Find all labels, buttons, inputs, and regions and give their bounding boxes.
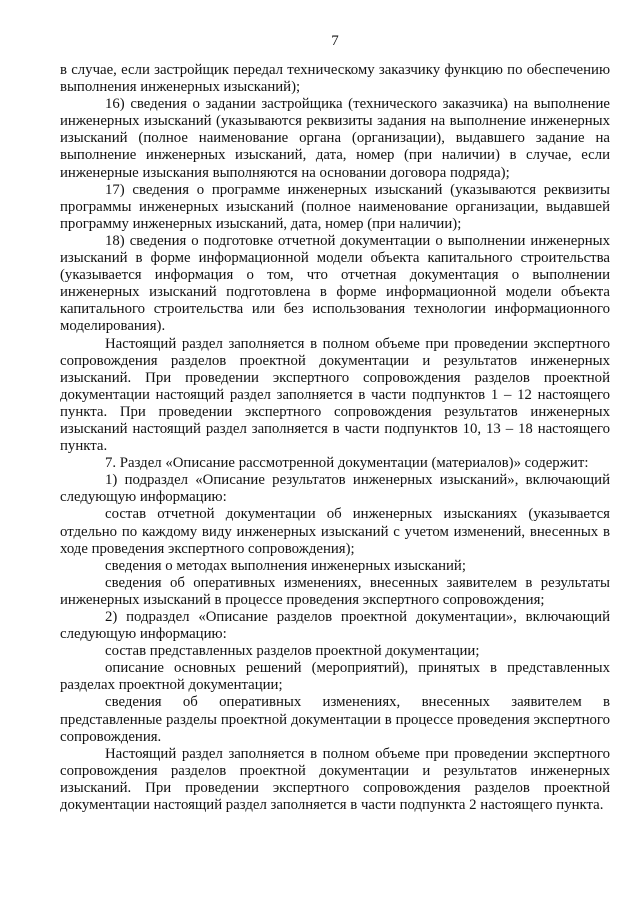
paragraph: 1) подраздел «Описание результатов инженерных изысканий», включающий следующую информацию: [60, 472, 610, 506]
paragraph: состав отчетной документации об инженерных изысканиях (указывается отдельно по каждому виду инженерных изысканий с учетом изменений, внесенных в ходе проведения экспертного сопровождения); [60, 506, 610, 557]
paragraph: состав представленных разделов проектной документации; [105, 643, 480, 660]
paragraph: 16) сведения о задании застройщика (технического заказчика) на выполнение инженерных изысканий (указываются реквизиты задания на выполнение инженерных изысканий (полное наименование органа (организации), выдавшего задание на выполнение инженерных изысканий, дата, номер (при наличии) в случае, если инженерные изыскания выполняются на основании договора подряда); [60, 96, 610, 181]
page-number: 7 [331, 33, 339, 49]
paragraph: 7. Раздел «Описание рассмотренной документации (материалов)» содержит: [105, 455, 589, 472]
paragraph: Настоящий раздел заполняется в полном объеме при проведении экспертного сопровождения разделов проектной документации и результатов инженерных изысканий. При проведении экспертного сопровождения разделов проектной документации настоящий раздел заполняется в части подпунктов 1 – 12 настоящего пункта. При проведении экспертного сопровождения результатов инженерных изысканий настоящий раздел заполняется в части подпунктов 10, 13 – 18 настоящего пункта. [60, 335, 610, 455]
paragraph: Настоящий раздел заполняется в полном объеме при проведении экспертного сопровождения разделов проектной документации и результатов инженерных изысканий. При проведении экспертного сопровождения разделов проектной документации настоящий раздел заполняется в части подпункта 2 настоящего пункта. [60, 745, 610, 814]
paragraph: описание основных решений (мероприятий), принятых в представленных разделах проектной документации; [60, 660, 610, 694]
paragraph: сведения об оперативных изменениях, внесенных заявителем в представленные разделы проектной документации в процессе проведения экспертного сопровождения. [60, 694, 610, 745]
document-body [60, 62, 610, 814]
paragraph: сведения о методах выполнения инженерных изысканий; [105, 557, 466, 574]
paragraph: 17) сведения о программе инженерных изысканий (указываются реквизиты программы инженерных изысканий (полное наименование организации, выдавшей программу инженерных изысканий, дата, номер (при наличии); [60, 181, 610, 232]
paragraph: 2) подраздел «Описание разделов проектной документации», включающий следующую информацию: [60, 609, 610, 643]
paragraph: сведения об оперативных изменениях, внесенных заявителем в результаты инженерных изысканий в процессе проведения экспертного сопровождения; [60, 574, 610, 608]
paragraph: 18) сведения о подготовке отчетной документации о выполнении инженерных изысканий в форме информационной модели объекта капитального строительства (указывается информация о том, что отчетная документация о выполнении инженерных изысканий подготовлена в форме информационной модели объекта капитального строительства или без использования технологии информационного моделирования). [60, 232, 610, 335]
paragraph: в случае, если застройщик передал техническому заказчику функцию по обеспечению выполнения инженерных изысканий); [60, 62, 610, 96]
